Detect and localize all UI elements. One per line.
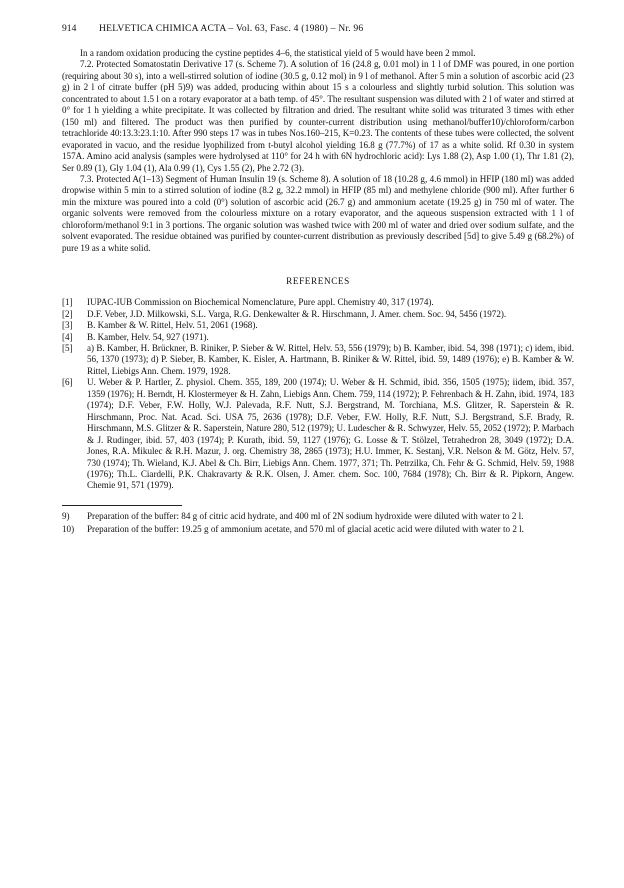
footnote-divider xyxy=(62,505,182,506)
footnotes xyxy=(62,511,574,536)
reference-text: IUPAC-IUB Commission on Biochemical Nomenclature, Pure appl. Chemistry 40, 317 (1974). xyxy=(87,297,434,308)
reference-item xyxy=(62,320,574,331)
page-number: 914 xyxy=(62,23,77,34)
paragraph-somatostatin: 7.2. Protected Somatostatin Derivative 17 (s. Scheme 7). A solution of 16 (24.8 g, 0.01 mol) in 1 l of DMF was poured, in one portion (requiring about 30 s), into a well-stirred solution of iodine (30.5 g, 0.12 mol) in 9 l of methanol. After 5 min a solution of ascorbic acid (23 g) in 2 l of citrate buffer (pH 5)9) was added, producing within about 15 s a colourless and slightly turbid solution. This solution was concentrated to about 1.5 l on a rotary evaporator at a bath temp. of 45°. The resultant suspension was diluted with 2 l of water and stirred at 0° for 1 h yielding a white precipitate. It was collected by filtration and dried. The resultant white solid was triturated 3 times with ether (150 ml) and filtered. The product was then purified by counter-current distribution using methanol/buffer10)/chloroform/carbon tetrachloride 40:13.3:23.1:10. After 990 steps 17 was in tubes Nos.160–215, K=0.23. The contents of these tubes were collected, the solvent evaporated in vacuo, and the residue lyophilized from t-butyl alcohol yielding 16.8 g (77.7%) of 17 as a white solid. Rf 0.30 in system 157A. Amino acid analysis (samples were hydrolysed at 110° for 24 h with 6N hydrochloric acid): Lys 1.88 (2), Asp 1.00 (1), Thr 1.81 (2), Ser 0.89 (1), Gly 1.04 (1), Ala 0.99 (1), Cys 1.55 (2), Phe 2.72 (3). xyxy=(62,59,574,173)
paragraph-insulin-segment: 7.3. Protected A(1–13) Segment of Human Insulin 19 (s. Scheme 8). A solution of 18 (10.28 g, 4.6 mmol) in HFIP (180 ml) was added dropwise within 5 min to a stirred solution of iodine (8.2 g, 32.2 mmol) in HFIP (85 ml) and methylene chloride (900 ml). After further 6 min the mixture was poured into a cold (0°) solution of ascorbic acid (26.7 g) and ammonium acetate (19.25 g) in 750 ml of water. The organic solvents were removed from the colourless mixture on a rotary evaporator, and the aqueous suspension extracted with 1 l of chloroform/methanol 9:1 in 3 portions. The organic solution was washed twice with 200 ml of water and dried over sodium sulfate, and the solvent evaporated. The residue obtained was purified by counter-current distribution as previously described [5d] to give 5.49 g (68.2%) of pure 19 as a white solid. xyxy=(62,173,574,253)
footnote-text: Preparation of the buffer: 84 g of citric acid hydrate, and 400 ml of 2N sodium hydroxide were diluted with water to 2 l. xyxy=(87,510,524,521)
references-list xyxy=(62,297,574,492)
reference-item xyxy=(62,343,574,377)
reference-number: [1] xyxy=(62,297,73,308)
reference-number: [2] xyxy=(62,308,73,319)
reference-item xyxy=(62,309,574,320)
journal-page xyxy=(62,22,574,536)
footnote-item xyxy=(62,511,574,522)
reference-text: D.F. Veber, J.D. Milkowski, S.L. Varga, R.G. Denkewalter & R. Hirschmann, J. Amer. chem. Soc. 94, 5456 (1972). xyxy=(87,308,507,319)
footnote-marker: 9) xyxy=(62,510,70,521)
reference-number: [6] xyxy=(62,377,73,388)
reference-text: B. Kamber & W. Rittel, Helv. 51, 2061 (1968). xyxy=(87,320,258,331)
reference-number: [5] xyxy=(62,342,73,353)
body-text xyxy=(62,48,574,254)
footnote-item xyxy=(62,524,574,535)
reference-text: U. Weber & P. Hartler, Z. physiol. Chem. 355, 189, 200 (1974); U. Weber & H. Schmid, ibid. 356, 1505 (1975); iidem, ibid. 357, 1359 (1976); H. Berndt, H. Klostermeyer & H. Zahn, Liebigs Ann. Chem. 759, 114 (1972); P. Fehrenbach & H. Zahn, ibid. 1974, 183 (1974); D.F. Veber, F.W. Holly, W.J. Palevada, R.F. Nutt, S.J. Bergstrand, M. Torchiana, M.S. Glitzer, R. Saperstein & R. Hirschmann, Proc. Nat. Acad. Sci. USA 75, 2636 (1978); D.F. Veber, F.W. Holly, R.F. Nutt, S.J. Bergstrand, S.F. Brady, R. Hirschmann, M.S. Glitzer & R. Saperstein, Nature 280, 512 (1979); U. Ludescher & R. Schwyzer, Helv. 55, 2052 (1972); P. Marbach & J. Rudinger, ibid. 57, 403 (1974); P. Kurath, ibid. 59, 1127 (1976); G. Losse & T. Stölzel, Tetrahedron 28, 3049 (1972); D.A. Jones, R.A. Mikulec & R.H. Mazur, J. org. Chemistry 38, 2865 (1973); H.U. Immer, K. Sestanj, V.R. Nelson & M. Götz, Helv. 57, 730 (1974); Th. Wieland, K.J. Abel & Ch. Birr, Liebigs Ann. Chem. 1977, 371; Th. Petrzilka, Ch. Fehr & G. Schmid, Helv. 59, 1988 (1976); Th.L. Ciardelli, P.K. Chakravarty & R.K. Olsen, J. Amer. chem. Soc. 100, 7684 (1978); Ch. Birr & R. Pipkorn, Angew. Chemie 91, 571 (1979). xyxy=(87,377,574,491)
reference-number: [4] xyxy=(62,331,73,342)
reference-number: [3] xyxy=(62,320,73,331)
reference-item xyxy=(62,332,574,343)
reference-text: a) B. Kamber, H. Brückner, B. Riniker, P. Sieber & W. Rittel, Helv. 53, 556 (1979); b) B. Kamber, ibid. 54, 398 (1971); c) idem, ibid. 56, 1370 (1973); d) P. Sieber, B. Kamber, K. Eisler, A. Hartmann, B. Riniker & W. Rittel, ibid. 59, 1489 (1976); e) B. Kamber & W. Rittel, Liebigs Ann. Chem. 1979, 1928. xyxy=(87,342,574,376)
running-head xyxy=(62,22,574,36)
reference-item xyxy=(62,297,574,308)
reference-item xyxy=(62,377,574,492)
paragraph-random-oxidation: In a random oxidation producing the cystine peptides 4–6, the statistical yield of 5 would have been 2 mmol. xyxy=(80,48,476,58)
reference-text: B. Kamber, Helv. 54, 927 (1971). xyxy=(87,331,209,342)
footnote-text: Preparation of the buffer: 19.25 g of ammonium acetate, and 570 ml of glacial acetic acid were diluted with water to 2 l. xyxy=(87,524,524,535)
journal-title: HELVETICA CHIMICA ACTA – Vol. 63, Fasc. 4 (1980) – Nr. 96 xyxy=(99,23,364,34)
references-heading: REFERENCES xyxy=(286,276,350,287)
footnote-marker: 10) xyxy=(62,524,75,535)
